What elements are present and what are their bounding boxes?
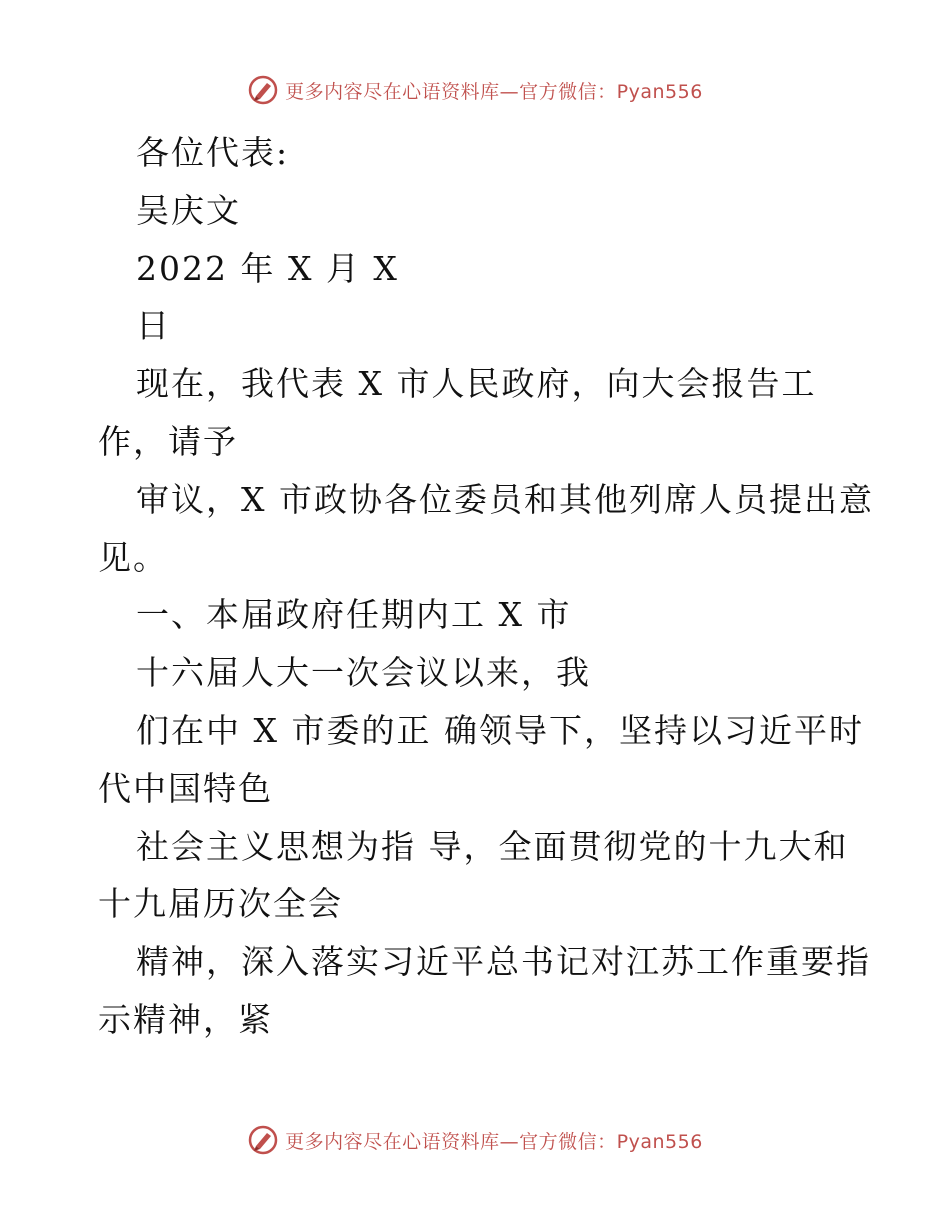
- text-line: 精神，深入落实习近平总书记对江苏工作重要指: [136, 942, 871, 982]
- pen-logo-icon: [247, 1124, 279, 1156]
- text-line: 十六届人大一次会议以来，我: [136, 653, 591, 693]
- document-body: [98, 124, 878, 1049]
- text-line: 各位代表:: [136, 133, 290, 172]
- footer-watermark: [0, 1124, 950, 1156]
- pen-logo-icon: [247, 74, 279, 106]
- text-line: 日: [136, 306, 171, 346]
- text-line: 审议，X 市政协各位委员和其他列席人员提出意: [136, 479, 874, 519]
- text-line: 示精神，紧: [98, 999, 273, 1039]
- text-line: 现在，我代表 X 市人民政府，向大会报告工: [136, 364, 817, 404]
- text-line: 见。: [98, 537, 168, 577]
- text-line: 社会主义思想为指 导，全面贯彻党的十九大和: [136, 826, 849, 866]
- watermark-text: 更多内容尽在心语资料库—官方微信：Pyan556: [285, 80, 703, 103]
- text-line: 一、本届政府任期内工 X 市: [136, 595, 572, 635]
- text-line: 代中国特色: [98, 768, 273, 808]
- text-line: 作，请予: [98, 421, 238, 461]
- text-line: 十九届历次全会: [98, 884, 343, 924]
- text-line: 们在中 X 市委的正 确领导下，坚持以习近平时: [136, 710, 864, 750]
- header-watermark: [0, 74, 950, 106]
- watermark-text: 更多内容尽在心语资料库—官方微信：Pyan556: [285, 1130, 703, 1153]
- text-line: 吴庆文: [136, 190, 241, 230]
- text-line: 2022 年 X 月 X: [136, 248, 399, 288]
